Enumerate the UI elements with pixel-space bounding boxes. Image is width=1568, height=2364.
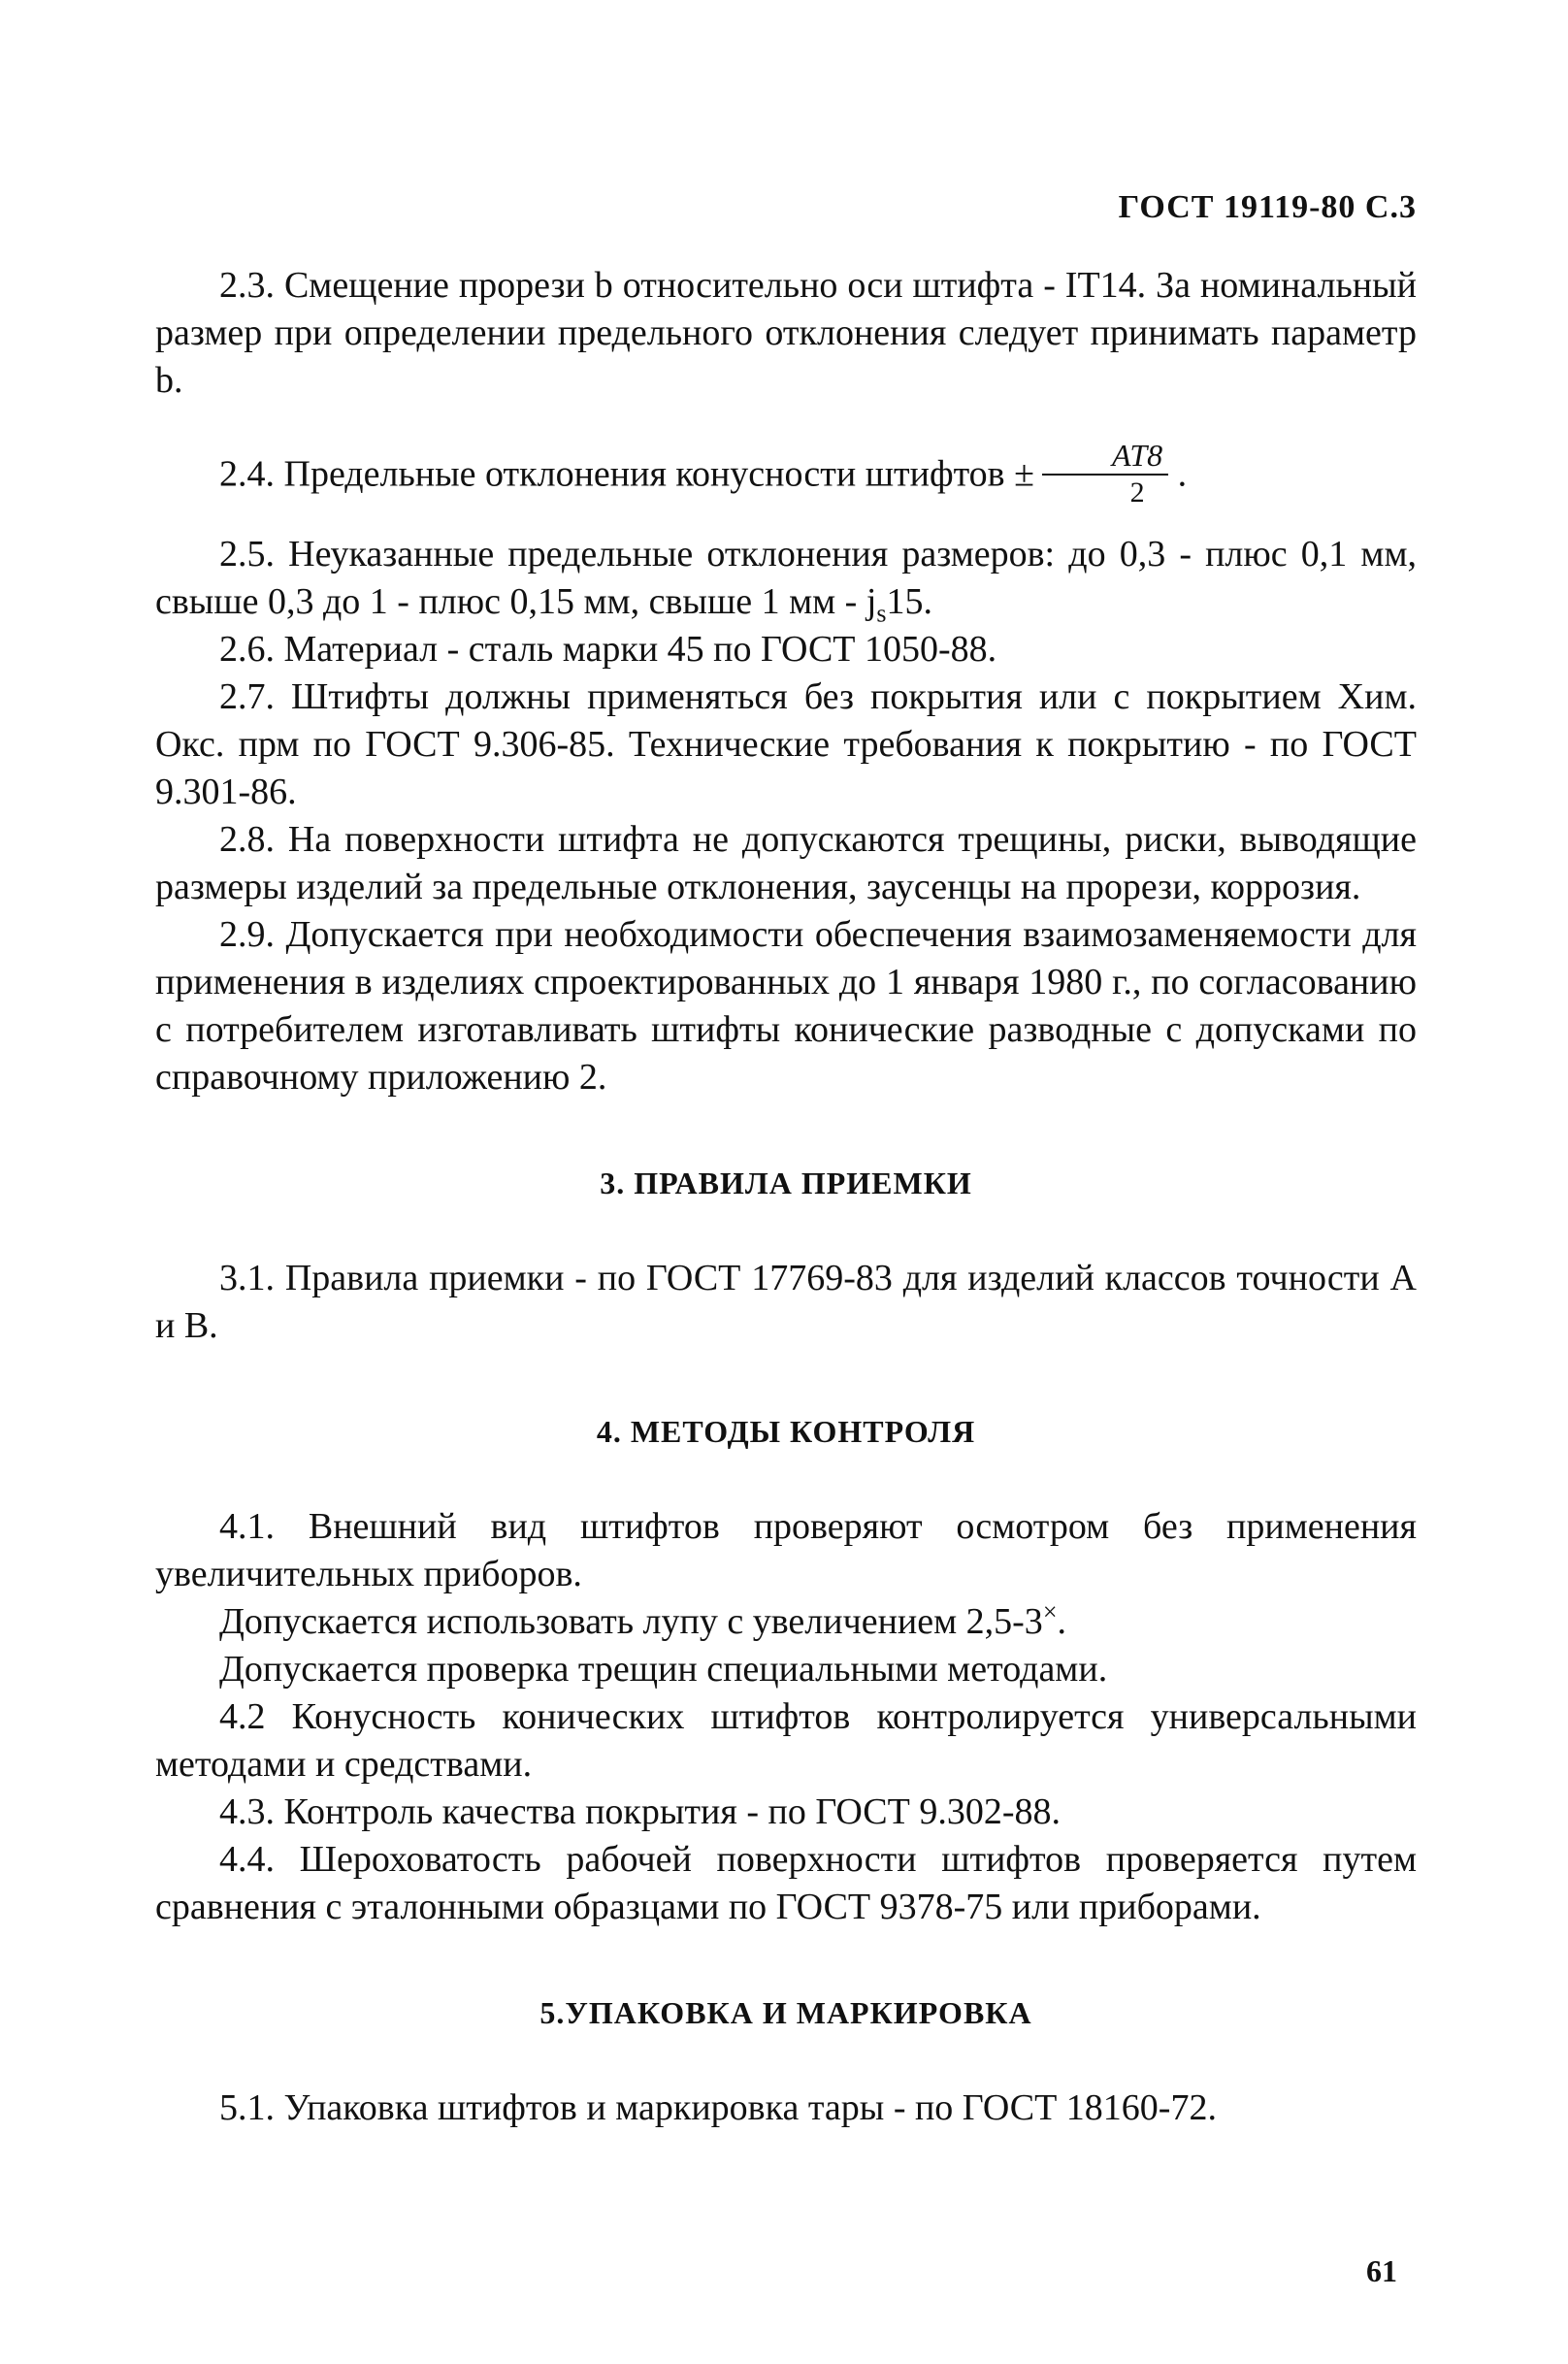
paragraph-3-1: 3.1. Правила приемки - по ГОСТ 17769-83 для изделий классов точности А и В. xyxy=(155,1258,1417,1346)
paragraph-4-2: 4.2 Конусность конических штифтов контролируется универсальными методами и средствами. xyxy=(155,1696,1417,1785)
document-header: ГОСТ 19119-80 С.3 xyxy=(1118,189,1417,225)
paragraph-2-5-text: 2.5. Неуказанные предельные отклонения размеров: до 0,3 - плюс 0,1 мм, свыше 0,3 до 1 - плюс 0,15 мм, свыше 1 мм - xyxy=(155,534,1417,622)
paragraph-4-1-magnifier-tail: . xyxy=(1057,1601,1066,1642)
paragraph-4-1-magnifier-text: Допускается использовать лупу с увеличением 2,5-3 xyxy=(219,1601,1043,1642)
tolerance-symbol: j xyxy=(866,581,877,622)
paragraph-4-4: 4.4. Шероховатость рабочей поверхности штифтов проверяется путем сравнения с эталонными образцами по ГОСТ 9378-75 или приборами. xyxy=(155,1839,1417,1927)
document-body xyxy=(155,262,1417,2132)
paragraph-2-4 xyxy=(155,438,1417,511)
section-heading-4: 4. МЕТОДЫ КОНТРОЛЯ xyxy=(596,1414,976,1449)
magnification-sup: × xyxy=(1042,1597,1058,1626)
paragraph-5-1: 5.1. Упаковка штифтов и маркировка тары - по ГОСТ 18160-72. xyxy=(219,2087,1217,2128)
paragraph-2-5 xyxy=(155,531,1417,626)
paragraph-4-1: 4.1. Внешний вид штифтов проверяют осмотром без применения увеличительных приборов. xyxy=(155,1506,1417,1594)
paragraph-2-6: 2.6. Материал - сталь марки 45 по ГОСТ 1050-88. xyxy=(219,629,997,670)
paragraph-2-9: 2.9. Допускается при необходимости обеспечения взаимозаменяемости для применения в изделиях спроектированных до 1 января 1980 г., по согласованию с потребителем изготавливать штифты конические разводные с допусками по справочному приложению 2. xyxy=(155,914,1417,1098)
paragraph-2-3: 2.3. Смещение прорези b относительно оси штифта - IT14. За номинальный размер при определении предельного отклонения следует принимать параметр b. xyxy=(155,265,1417,401)
paragraph-4-1-cracks: Допускается проверка трещин специальными методами. xyxy=(219,1649,1108,1690)
paragraph-4-3: 4.3. Контроль качества покрытия - по ГОСТ 9.302-88. xyxy=(219,1791,1061,1832)
section-heading-5: 5.УПАКОВКА И МАРКИРОВКА xyxy=(539,1995,1032,2030)
paragraph-2-7: 2.7. Штифты должны применяться без покрытия или с покрытием Хим. Окс. прм по ГОСТ 9.306-85. Технические требования к покрытию - по ГОСТ 9.301-86. xyxy=(155,676,1417,812)
paragraph-2-8: 2.8. На поверхности штифта не допускаются трещины, риски, выводящие размеры изделий за предельные отклонения, заусенцы на прорези, коррозия. xyxy=(155,819,1417,907)
tolerance-subscript: s xyxy=(876,599,887,628)
fraction-denominator: 2 xyxy=(1129,476,1145,509)
tolerance-grade: 15. xyxy=(886,581,933,622)
fraction-numerator: AT8 xyxy=(1042,440,1168,476)
paragraph-4-1-magnifier xyxy=(155,1598,1417,1646)
document-page xyxy=(155,0,1417,2364)
section-heading-3: 3. ПРАВИЛА ПРИЕМКИ xyxy=(600,1166,972,1200)
page-number: 61 xyxy=(1366,2253,1397,2288)
tolerance-fraction xyxy=(1042,440,1168,508)
paragraph-2-4-text: 2.4. Предельные отклонения конусности штифтов ± xyxy=(219,453,1034,495)
paragraph-2-4-tail: . xyxy=(1177,453,1188,495)
